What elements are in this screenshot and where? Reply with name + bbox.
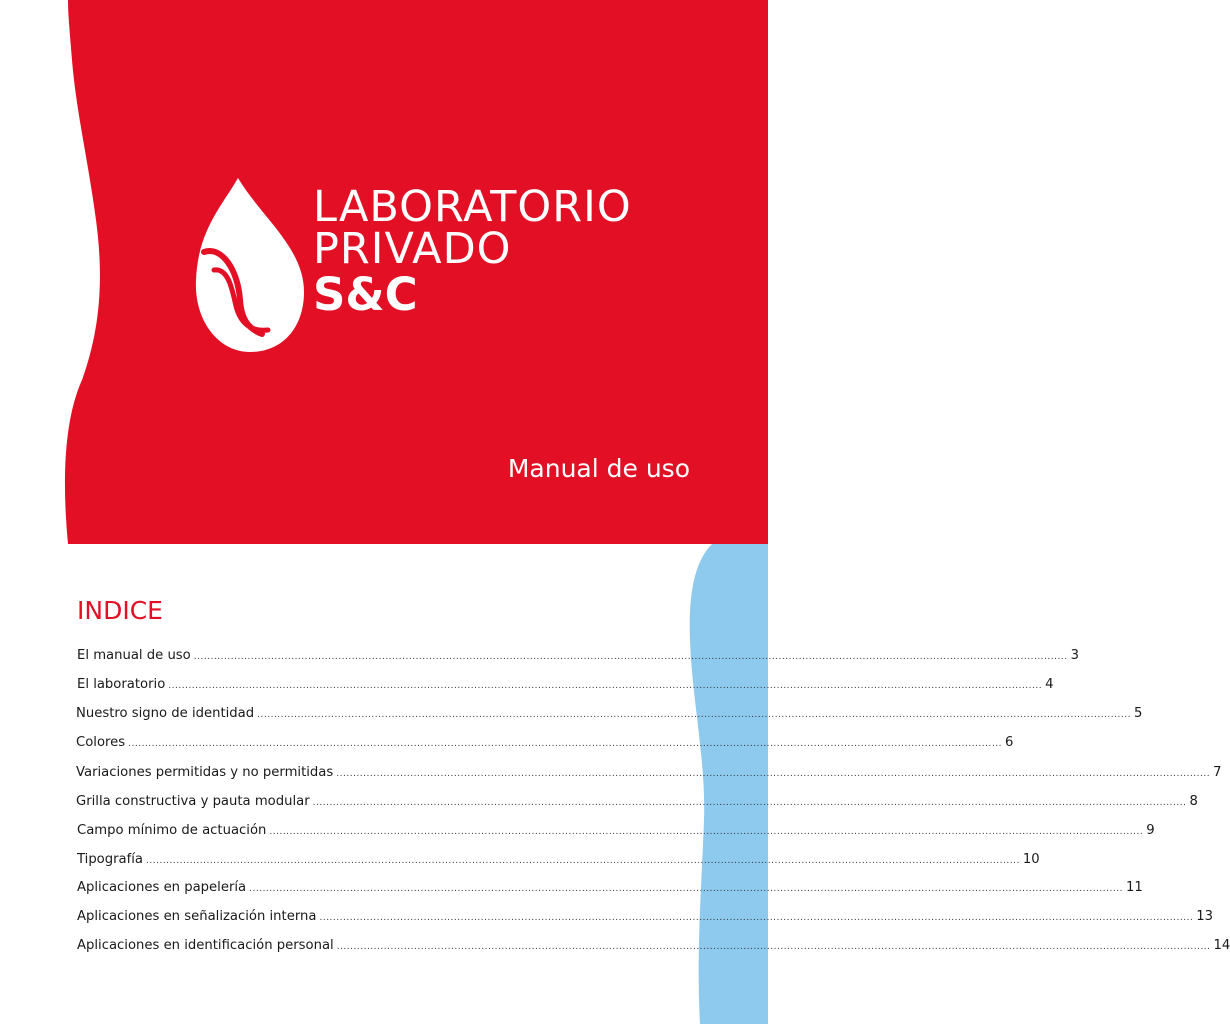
toc-item bbox=[77, 938, 1230, 953]
toc-item bbox=[76, 794, 1198, 809]
toc-dot-leader: .................................................................................................................................................................................................................................................................... bbox=[269, 827, 1144, 837]
toc-item-label: Aplicaciones en señalización interna bbox=[77, 909, 317, 924]
toc-dot-leader: .................................................................................................................................................................................................................................................................... bbox=[319, 913, 1194, 923]
toc-item-page: 3 bbox=[1070, 648, 1079, 663]
toc-item bbox=[77, 823, 1155, 838]
toc-item-label: Aplicaciones en identificación personal bbox=[77, 938, 334, 953]
brand-line-laboratorio: LABORATORIO bbox=[313, 182, 632, 232]
toc-item-page: 6 bbox=[1004, 735, 1014, 750]
toc-dot-leader: .................................................................................................................................................................................................................................................................... bbox=[193, 652, 1068, 662]
toc-item-label: Variaciones permitidas y no permitidas bbox=[76, 765, 334, 780]
brand-line-sc: S&C bbox=[313, 268, 418, 321]
toc-item-label: Tipografía bbox=[77, 852, 144, 867]
toc-item bbox=[77, 909, 1214, 924]
toc-dot-leader: .................................................................................................................................................................................................................................................................... bbox=[336, 769, 1211, 779]
toc-item bbox=[77, 677, 1054, 692]
toc-item bbox=[76, 706, 1143, 721]
toc-item-page: 8 bbox=[1189, 794, 1198, 809]
toc-item-page: 13 bbox=[1196, 909, 1214, 924]
toc-item-label: Colores bbox=[76, 735, 126, 750]
toc-item-label: El manual de uso bbox=[77, 648, 191, 663]
toc-item-page: 4 bbox=[1045, 677, 1054, 692]
toc-item-label: Campo mínimo de actuación bbox=[77, 823, 267, 838]
index-title: INDICE bbox=[77, 596, 163, 625]
toc-item bbox=[76, 735, 1014, 750]
toc-item-label: Grilla constructiva y pauta modular bbox=[76, 794, 310, 809]
toc-item-page: 5 bbox=[1133, 706, 1143, 721]
toc-item-page: 9 bbox=[1146, 823, 1155, 838]
toc-item bbox=[77, 852, 1040, 867]
toc-item-label: Nuestro signo de identidad bbox=[76, 706, 255, 721]
toc-item-label: El laboratorio bbox=[77, 677, 166, 692]
document-subtitle: Manual de uso bbox=[507, 454, 690, 483]
toc-dot-leader: .................................................................................................................................................................................................................................................................... bbox=[128, 739, 1002, 749]
toc-item-page: 10 bbox=[1022, 852, 1040, 867]
toc-item bbox=[77, 880, 1143, 895]
toc-dot-leader: .................................................................................................................................................................................................................................................................... bbox=[146, 856, 1020, 866]
brand-logo-text bbox=[313, 182, 632, 321]
toc-item-page: 7 bbox=[1213, 765, 1222, 780]
toc-item bbox=[76, 765, 1222, 780]
toc-item bbox=[77, 648, 1079, 663]
toc-item-page: 14 bbox=[1213, 938, 1230, 953]
toc-item-page: 11 bbox=[1125, 880, 1143, 895]
toc-dot-leader: .................................................................................................................................................................................................................................................................... bbox=[257, 710, 1131, 720]
toc-item-label: Aplicaciones en papelería bbox=[77, 880, 247, 895]
toc-dot-leader: .................................................................................................................................................................................................................................................................... bbox=[168, 681, 1043, 691]
toc-dot-leader: .................................................................................................................................................................................................................................................................... bbox=[249, 884, 1123, 894]
toc-dot-leader: .................................................................................................................................................................................................................................................................... bbox=[312, 798, 1187, 808]
blue-wave-band bbox=[690, 544, 768, 1024]
toc-dot-leader: .................................................................................................................................................................................................................................................................... bbox=[336, 942, 1211, 952]
brand-line-privado: PRIVADO bbox=[313, 224, 512, 274]
